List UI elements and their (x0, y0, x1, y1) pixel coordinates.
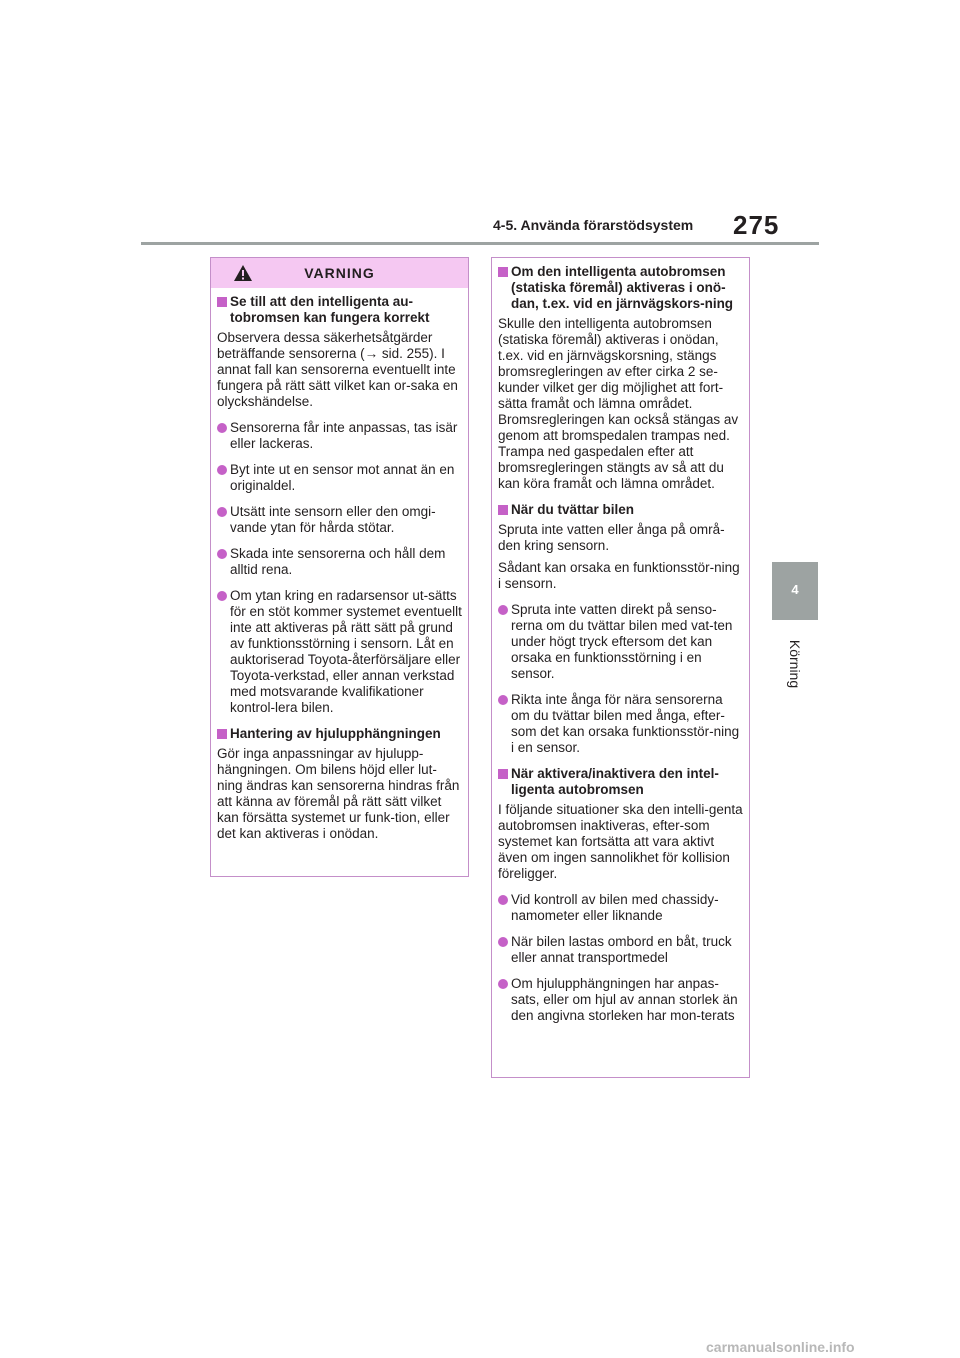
warning-bullet: Byt inte ut en sensor mot annat än en originaldel. (217, 462, 462, 494)
circle-bullet-icon (498, 979, 508, 989)
info-bullet: Spruta inte vatten direkt på senso-rerna om du tvättar bilen med vat-ten under högt tryck eftersom det kan orsaka en funktionsstörning i en sensor. (498, 602, 743, 682)
page-number: 275 (733, 210, 780, 240)
warning-suspension-text: Gör inga anpassningar av hjulupp-hängningen. Om bilens höjd eller lut-ning ändras kan sensorerna hindras från att känna av föremål på rätt sätt vilket kan försätta systemet ur funk-tion, eller det kan aktiveras i onödan. (217, 746, 460, 841)
circle-bullet-icon (217, 549, 227, 559)
warning-box (210, 257, 469, 877)
info-text-3: I följande situationer ska den intelli-genta autobromsen inaktiveras, efter-som systemet kan fortsätta att vara aktivt även om ingen sannolikhet för kollision föreligger. (498, 802, 743, 881)
chapter-label-text: Körning (787, 639, 803, 689)
circle-bullet-icon (498, 605, 508, 615)
info-bullet: Rikta inte ånga för nära sensorerna om du tvättar bilen med ånga, efter-som det kan orsaka funktionsstör-ning i en sensor. (498, 692, 743, 756)
warning-heading-2: Hantering av hjulupphängningen (217, 726, 462, 742)
square-bullet-icon (217, 729, 227, 739)
info-bullet: Vid kontroll av bilen med chassidy-namometer eller liknande (498, 892, 743, 924)
chapter-number: 4 (791, 582, 799, 597)
info-heading-1: Om den intelligenta autobromsen (statiska föremål) aktiveras i onö-dan, t.ex. vid en järnvägskors-ning (498, 264, 743, 312)
circle-bullet-icon (217, 465, 227, 475)
warning-bullet: Sensorerna får inte anpassas, tas isär eller lackeras. (217, 420, 462, 452)
circle-bullet-icon (498, 937, 508, 947)
info-bullet: Om hjulupphängningen har anpas-sats, eller om hjul av annan storlek än den angivna storleken har mon-terats (498, 976, 743, 1024)
chapter-label (772, 632, 818, 696)
warning-title: VARNING (304, 265, 375, 281)
warning-body (211, 288, 468, 842)
section-title: 4-5. Använda förarstödsystem (493, 217, 694, 233)
square-bullet-icon (217, 297, 227, 307)
circle-bullet-icon (217, 423, 227, 433)
info-heading-3: När aktivera/inaktivera den intel-ligenta autobromsen (498, 766, 743, 798)
info-text-1: Skulle den intelligenta autobromsen (statiska föremål) aktiveras i onödan, t.ex. vid en järnvägskorsning, stängs bromsregleringen av efter cirka 2 se-kunder vilket ger dig möjlighet att fort-sätta framåt och lämna området. Bromsregleringen kan också stängas av genom att bromspedalen trampas ned. Trampa ned gaspedalen efter att bromsregleringen stängts av så att du kan köra framåt och lämna området. (498, 316, 739, 491)
info-text-2b: Sådant kan orsaka en funktionsstör-ning i sensorn. (498, 560, 740, 591)
square-bullet-icon (498, 505, 508, 515)
warning-heading-1: Se till att den intelligenta au-tobromsen kan fungera korrekt (217, 294, 462, 326)
square-bullet-icon (498, 769, 508, 779)
circle-bullet-icon (498, 695, 508, 705)
warning-bullet: Utsätt inte sensorn eller den omgi-vande ytan för hårda stötar. (217, 504, 462, 536)
warning-bullet: Skada inte sensorerna och håll dem alltid rena. (217, 546, 462, 578)
square-bullet-icon (498, 267, 508, 277)
chapter-tab (772, 562, 818, 620)
warning-intro: Observera dessa säkerhetsåtgärder beträffande sensorerna (→ sid. 255). I annat fall kan sensorerna eventuellt inte fungera på rätt sätt vilket kan or-saka en olyckshändelse. (217, 330, 458, 409)
watermark: carmanualsonline.info (706, 1339, 855, 1355)
circle-bullet-icon (498, 895, 508, 905)
info-heading-2: När du tvättar bilen (498, 502, 743, 518)
warning-header (211, 258, 468, 288)
info-bullet: När bilen lastas ombord en båt, truck eller annat transportmedel (498, 934, 743, 966)
warning-bullet: Om ytan kring en radarsensor ut-sätts för en stöt kommer systemet eventuellt inte att aktiveras på rätt sätt på grund av funktionsstörning i sensorn. Låt en auktoriserad Toyota-återförsäljare eller Toyota-verkstad, eller annan verkstad med motsvarande kvalifikationer kontrol-lera bilen. (217, 588, 462, 716)
circle-bullet-icon (217, 591, 227, 601)
info-text-2a: Spruta inte vatten eller ånga på områ-den kring sensorn. (498, 522, 725, 553)
circle-bullet-icon (217, 507, 227, 517)
header-rule (141, 242, 819, 245)
info-box (491, 257, 750, 1078)
